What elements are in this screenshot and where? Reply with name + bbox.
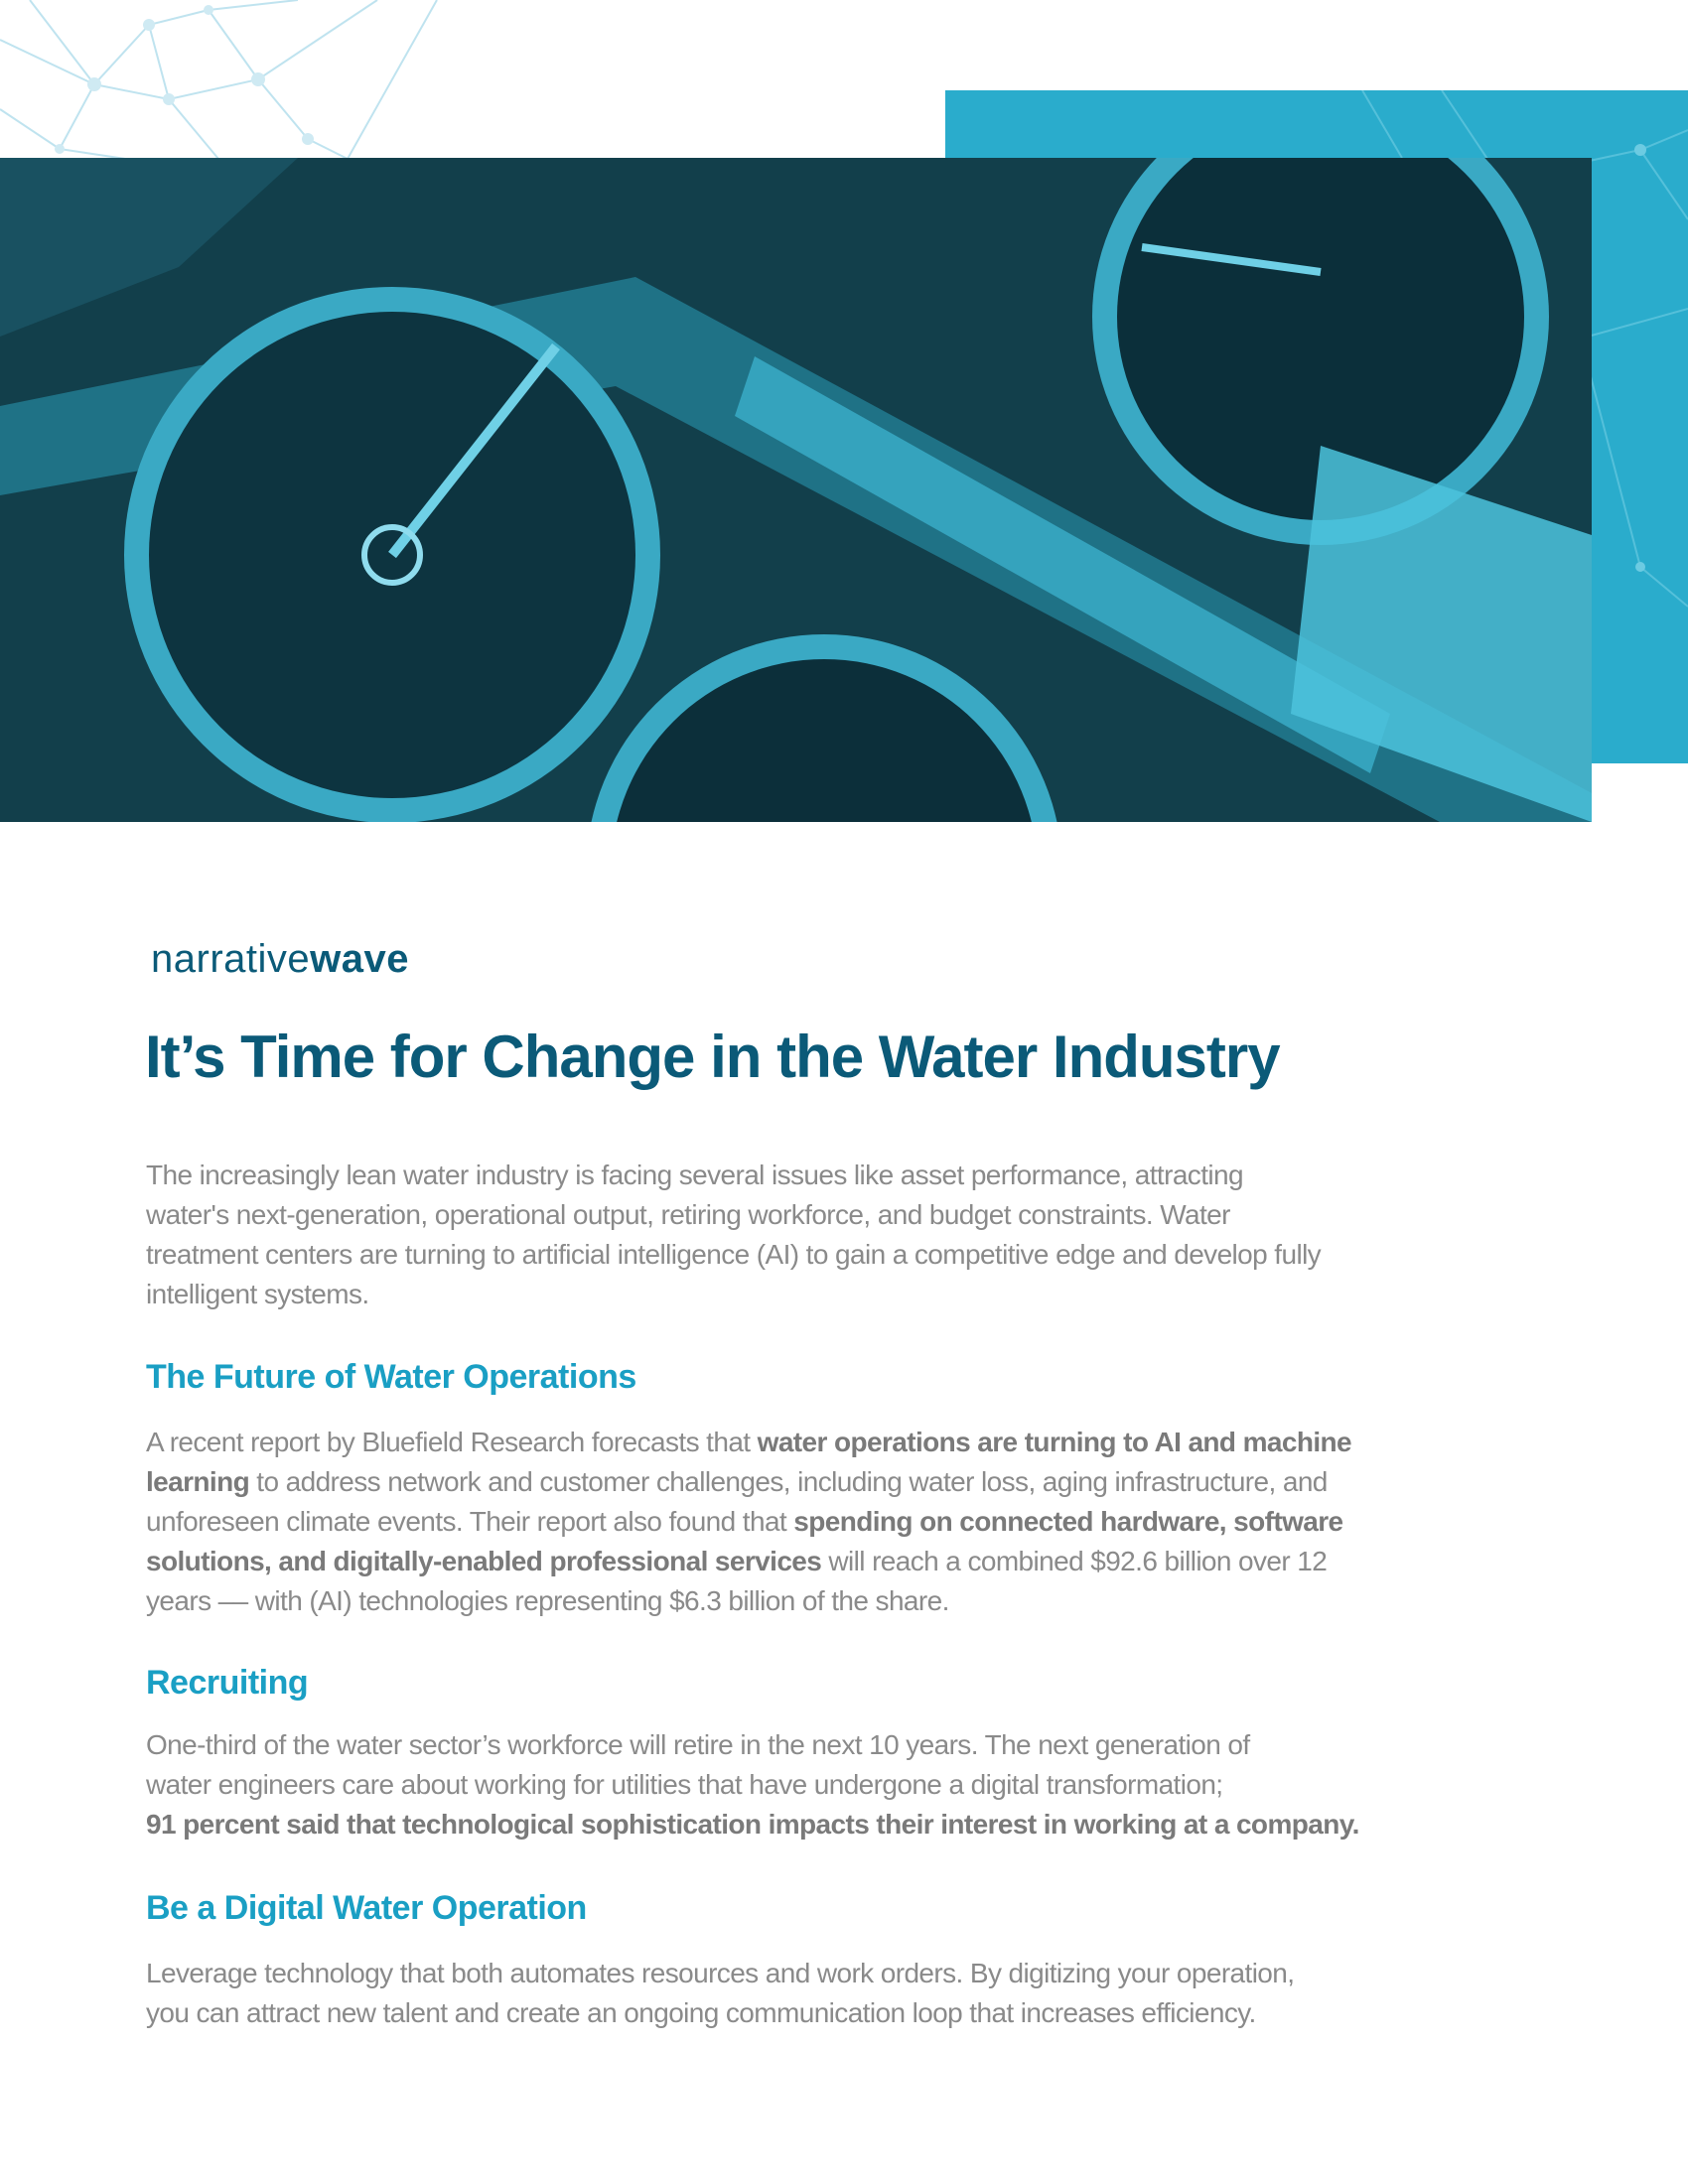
text-segment: A recent report by Bluefield Research forecasts that	[146, 1427, 758, 1457]
text-line	[146, 1954, 1294, 1993]
text-segment: to address network and customer challenges, including water loss, aging infrastructure, and	[249, 1466, 1328, 1497]
section-paragraph-future-of-water-operations	[146, 1423, 1351, 1621]
text-segment: Leverage technology that both automates resources and work orders. By digitizing your operation,	[146, 1958, 1295, 1988]
bold-text: learning	[146, 1466, 250, 1497]
text-line	[146, 1725, 1359, 1765]
text-segment: water's next-generation, operational output, retiring workforce, and budget constraints. Water	[146, 1199, 1230, 1230]
hero-photo-water-treatment-plant	[0, 158, 1592, 822]
text-line	[146, 1805, 1359, 1844]
narrativewave-logo	[151, 937, 409, 982]
text-line	[146, 1462, 1351, 1502]
network-pattern-decoration	[0, 0, 516, 164]
text-line	[146, 1765, 1359, 1805]
logo-bold-text: wave	[310, 937, 409, 981]
text-segment: One-third of the water sector’s workforce will retire in the next 10 years. The next generation of	[146, 1729, 1250, 1760]
text-segment: years –– with (AI) technologies representing $6.3 billion of the share.	[146, 1585, 949, 1616]
bold-text: spending on connected hardware, software	[793, 1506, 1343, 1537]
logo-light-text: narrative	[151, 937, 311, 981]
section-heading-recruiting: Recruiting	[146, 1664, 309, 1702]
intro-paragraph	[146, 1156, 1321, 1314]
text-line	[146, 1195, 1321, 1235]
text-line	[146, 1275, 1321, 1314]
bold-text: 91 percent said that technological sophistication impacts their interest in working at a company.	[146, 1809, 1359, 1840]
text-line	[146, 1993, 1294, 2033]
text-segment: The increasingly lean water industry is facing several issues like asset performance, attracting	[146, 1160, 1243, 1190]
bold-text: water operations are turning to AI and machine	[757, 1427, 1352, 1457]
section-heading-be-a-digital-water-operation: Be a Digital Water Operation	[146, 1889, 587, 1927]
text-segment: treatment centers are turning to artificial intelligence (AI) to gain a competitive edge and develop fully	[146, 1239, 1322, 1270]
section-heading-future-of-water-operations: The Future of Water Operations	[146, 1358, 636, 1396]
text-line	[146, 1423, 1351, 1462]
text-segment: intelligent systems.	[146, 1279, 369, 1309]
text-segment: will reach a combined $92.6 billion over 12	[821, 1546, 1328, 1576]
text-line	[146, 1542, 1351, 1581]
text-line	[146, 1156, 1321, 1195]
page-title: It’s Time for Change in the Water Industry	[145, 1024, 1280, 1090]
section-paragraph-recruiting	[146, 1725, 1359, 1844]
section-paragraph-be-a-digital-water-operation	[146, 1954, 1294, 2033]
text-segment: you can attract new talent and create an ongoing communication loop that increases efficiency.	[146, 1997, 1256, 2028]
text-line	[146, 1502, 1351, 1542]
text-line	[146, 1235, 1321, 1275]
text-segment: water engineers care about working for utilities that have undergone a digital transformation;	[146, 1769, 1223, 1800]
text-segment: unforeseen climate events. Their report also found that	[146, 1506, 794, 1537]
text-line	[146, 1581, 1351, 1621]
bold-text: solutions, and digitally-enabled professional services	[146, 1546, 822, 1576]
